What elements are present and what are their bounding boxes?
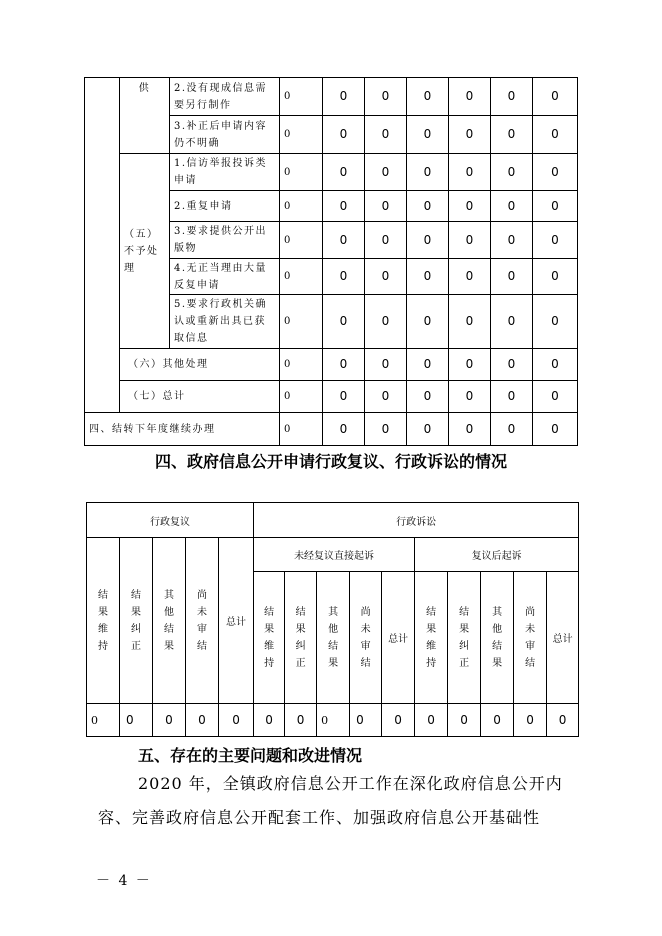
- col-other: 其 他 结 果: [153, 538, 186, 704]
- col-pending: 尚 未 审 结: [186, 538, 219, 704]
- header-direct-suit: 未经复议直接起诉: [254, 538, 415, 572]
- review-litigation-table: 行政复议 行政诉讼 结 果 维 持 结 果 纠 正 其 他 结 果 尚 未 审 结 总计 未经复议直接起诉 复议后起诉 结 果 维 持 结 果 纠 正 其 他 结 果 尚 未 审 结 总计 结 果 维 持 结 果 纠 正 其 他 结 果 尚 未 审 结 总计 0 0 0 0 0 0 0 0 0 0 0 0 0 0 0: [86, 502, 579, 737]
- col-total: 总计: [382, 572, 415, 704]
- col-pending: 尚 未 审 结: [514, 572, 547, 704]
- row-label-carry: 四、结转下年度继续办理: [85, 413, 280, 446]
- left-margin-cell: [85, 78, 120, 413]
- section-heading-5: 五、存在的主要问题和改进情况: [138, 746, 363, 765]
- col-other: 其 他 结 果: [481, 572, 514, 704]
- col-pending: 尚 未 审 结: [350, 572, 382, 704]
- response-table: 供 2.没有现成信息需要另行制作 0 0 0 0 0 0 0 3.补正后申请内容仍不明确 0 0 0 0 0 0 0 （五）不予处理 1.信访举报投诉类申请 0 0 0 0 0 0 0 2.重复申请 0 0 0 0 0 0 0 3.要求提供公开出版物 0 0 0 0 0 0 0 4.无正当理由大量反复申请 0 0 0 0 0 0 0 5.要求行政机关确认或重新出具已获取信息 0 0 0 0 0 0 0 （六）其他处理 0 0 0 0 0 0 0 （七）总计 0 0 0 0 0 0 0 四、结转下年度继续办理 0 0 0 0 0 0 0: [84, 77, 578, 446]
- header-after-review: 复议后起诉: [415, 538, 579, 572]
- category-provide: 供: [120, 78, 170, 154]
- col-correct: 结 果 纠 正: [448, 572, 481, 704]
- row-label-unreasonable: 4.无正当理由大量反复申请: [170, 259, 280, 295]
- header-admin-litigation: 行政诉讼: [254, 503, 579, 538]
- row-label-repeat: 2.重复申请: [170, 191, 280, 222]
- col-maintain: 结 果 维 持: [87, 538, 120, 704]
- category-not-process: （五）不予处理: [120, 154, 170, 349]
- header-admin-review: 行政复议: [87, 503, 254, 538]
- body-paragraph-line-1: 2020 年，全镇政府信息公开工作在深化政府信息公开内: [138, 774, 563, 793]
- col-maintain: 结 果 维 持: [254, 572, 285, 704]
- row-label-other: （六）其他处理: [120, 349, 280, 381]
- row-label-petition: 1.信访举报投诉类申请: [170, 154, 280, 191]
- row-label-confirm: 5.要求行政机关确认或重新出具已获取信息: [170, 295, 280, 349]
- col-maintain: 结 果 维 持: [415, 572, 448, 704]
- row-label-publication: 3.要求提供公开出版物: [170, 222, 280, 259]
- page-number: － 4 －: [96, 873, 152, 889]
- body-paragraph-line-2: 容、完善政府信息公开配套工作、加强政府信息公开基础性: [98, 808, 541, 827]
- col-correct: 结 果 纠 正: [285, 572, 317, 704]
- row-label-no-info: 2.没有现成信息需要另行制作: [170, 78, 280, 116]
- row-label-unclear: 3.补正后申请内容仍不明确: [170, 116, 280, 154]
- section-heading-4: 四、政府信息公开申请行政复议、行政诉讼的情况: [154, 452, 507, 471]
- row-label-total: （七）总计: [120, 381, 280, 413]
- col-correct: 结 果 纠 正: [120, 538, 153, 704]
- col-total: 总计: [547, 572, 579, 704]
- col-other: 其 他 结 果: [317, 572, 350, 704]
- col-total: 总计: [219, 538, 254, 704]
